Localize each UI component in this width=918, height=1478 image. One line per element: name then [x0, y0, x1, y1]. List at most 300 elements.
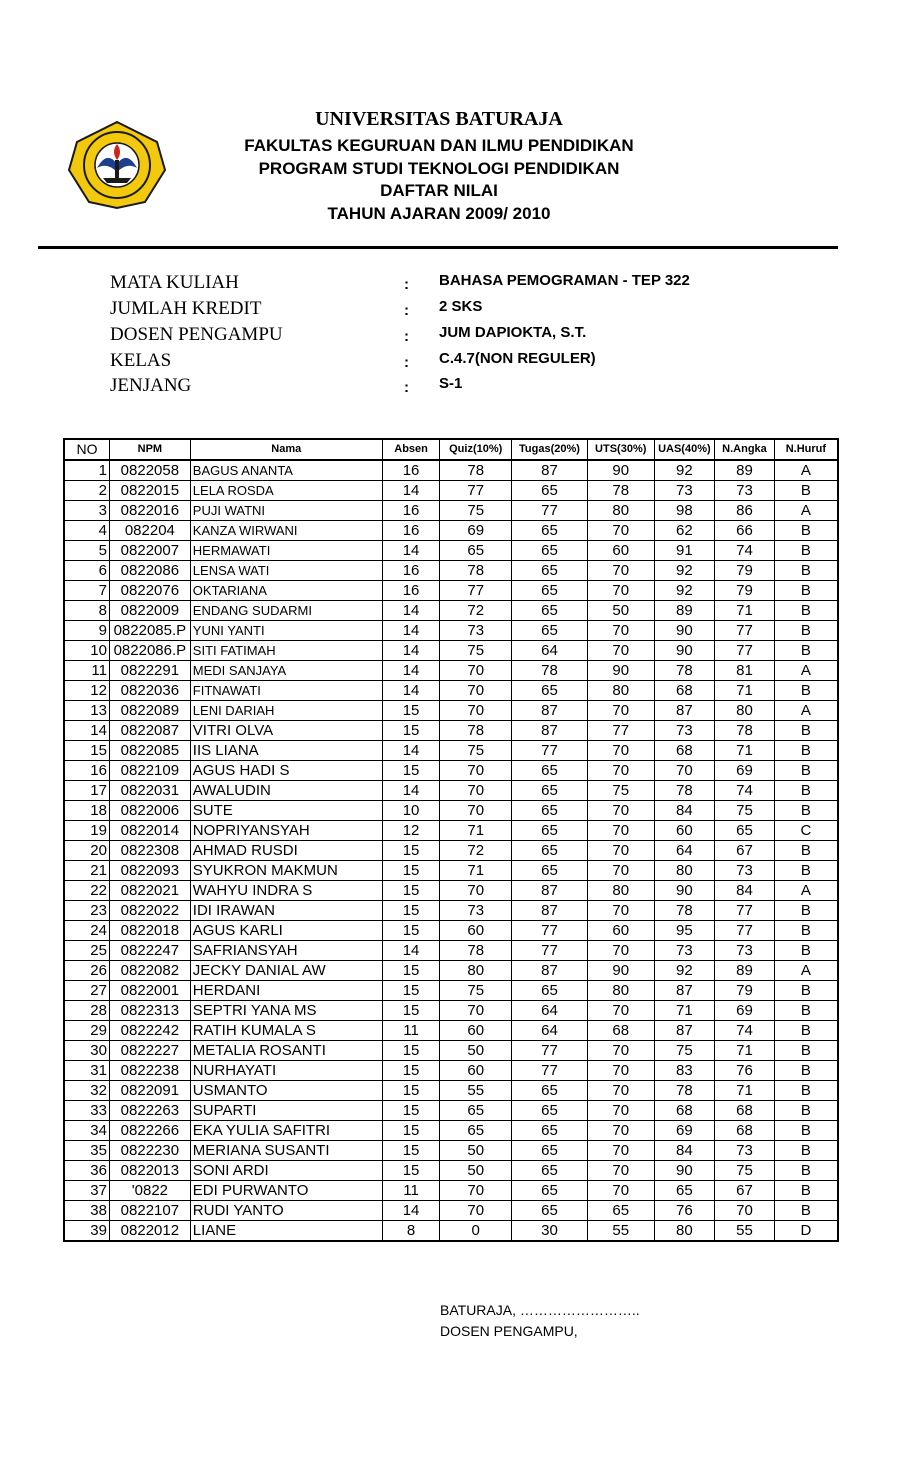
cell-tugas: 65: [512, 861, 588, 881]
cell-absen: 15: [382, 701, 440, 721]
cell-nangka: 66: [715, 521, 775, 541]
cell-tugas: 77: [512, 1041, 588, 1061]
info-colon: :: [404, 328, 409, 345]
cell-nhuruf: B: [774, 1061, 838, 1081]
cell-nhuruf: A: [774, 961, 838, 981]
cell-no: 9: [64, 621, 109, 641]
cell-nama: HERMAWATI: [190, 541, 382, 561]
cell-no: 13: [64, 701, 109, 721]
cell-nama: HERDANI: [190, 981, 382, 1001]
cell-npm: 0822085.P: [109, 621, 190, 641]
cell-tugas: 65: [512, 1181, 588, 1201]
cell-nhuruf: B: [774, 1041, 838, 1061]
cell-nama: AWALUDIN: [190, 781, 382, 801]
info-row-class: [0, 350, 918, 376]
cell-uas: 80: [654, 1221, 715, 1242]
cell-tugas: 87: [512, 901, 588, 921]
cell-no: 20: [64, 841, 109, 861]
cell-uts: 70: [587, 901, 654, 921]
table-row: [64, 581, 838, 601]
signature-title: DOSEN PENGAMPU,: [440, 1323, 578, 1339]
cell-uas: 73: [654, 721, 715, 741]
cell-nama: YUNI YANTI: [190, 621, 382, 641]
cell-nama: AHMAD RUSDI: [190, 841, 382, 861]
cell-nhuruf: B: [774, 561, 838, 581]
cell-uas: 95: [654, 921, 715, 941]
cell-absen: 15: [382, 1001, 440, 1021]
cell-no: 33: [64, 1101, 109, 1121]
cell-nhuruf: B: [774, 681, 838, 701]
info-value: JUM DAPIOKTA, S.T.: [439, 324, 587, 341]
table-row: [64, 1161, 838, 1181]
cell-tugas: 30: [512, 1221, 588, 1242]
cell-uts: 70: [587, 761, 654, 781]
table-row: [64, 641, 838, 661]
cell-npm: 0822085: [109, 741, 190, 761]
cell-quiz: 73: [440, 621, 512, 641]
cell-quiz: 70: [440, 1181, 512, 1201]
cell-nangka: 73: [715, 861, 775, 881]
cell-npm: 0822058: [109, 460, 190, 481]
cell-nama: AGUS HADI S: [190, 761, 382, 781]
cell-absen: 15: [382, 881, 440, 901]
info-row-lecturer: [0, 324, 918, 350]
cell-uts: 55: [587, 1221, 654, 1242]
cell-nangka: 77: [715, 621, 775, 641]
cell-nhuruf: B: [774, 521, 838, 541]
cell-nangka: 73: [715, 481, 775, 501]
cell-uas: 87: [654, 701, 715, 721]
cell-no: 27: [64, 981, 109, 1001]
cell-no: 34: [64, 1121, 109, 1141]
cell-absen: 16: [382, 501, 440, 521]
cell-nhuruf: B: [774, 1161, 838, 1181]
cell-uas: 75: [654, 1041, 715, 1061]
cell-no: 26: [64, 961, 109, 981]
cell-no: 39: [64, 1221, 109, 1242]
cell-quiz: 70: [440, 661, 512, 681]
cell-npm: 0822089: [109, 701, 190, 721]
cell-uas: 65: [654, 1181, 715, 1201]
cell-no: 19: [64, 821, 109, 841]
cell-uas: 78: [654, 661, 715, 681]
table-header-row: [64, 439, 838, 460]
cell-no: 38: [64, 1201, 109, 1221]
cell-quiz: 55: [440, 1081, 512, 1101]
cell-absen: 14: [382, 621, 440, 641]
cell-uas: 90: [654, 1161, 715, 1181]
cell-npm: 0822263: [109, 1101, 190, 1121]
cell-nangka: 80: [715, 701, 775, 721]
cell-quiz: 70: [440, 1201, 512, 1221]
cell-nama: LENI DARIAH: [190, 701, 382, 721]
cell-nangka: 77: [715, 901, 775, 921]
cell-nhuruf: B: [774, 1101, 838, 1121]
cell-no: 11: [64, 661, 109, 681]
info-label: DOSEN PENGAMPU: [110, 324, 283, 345]
cell-no: 31: [64, 1061, 109, 1081]
cell-npm: 0822238: [109, 1061, 190, 1081]
cell-absen: 14: [382, 661, 440, 681]
col-header-npm: NPM: [109, 439, 190, 460]
cell-nangka: 74: [715, 541, 775, 561]
cell-nama: JECKY DANIAL AW: [190, 961, 382, 981]
cell-nangka: 65: [715, 821, 775, 841]
cell-uts: 65: [587, 1201, 654, 1221]
cell-nhuruf: B: [774, 901, 838, 921]
table-row: [64, 721, 838, 741]
table-row: [64, 961, 838, 981]
cell-nama: PUJI WATNI: [190, 501, 382, 521]
col-header-uas: UAS(40%): [654, 439, 715, 460]
table-row: [64, 701, 838, 721]
table-row: [64, 761, 838, 781]
cell-quiz: 75: [440, 641, 512, 661]
program-name: PROGRAM STUDI TEKNOLOGI PENDIDIKAN: [258, 159, 620, 178]
cell-no: 6: [64, 561, 109, 581]
cell-uas: 92: [654, 961, 715, 981]
cell-nangka: 73: [715, 1141, 775, 1161]
cell-uts: 77: [587, 721, 654, 741]
cell-no: 37: [64, 1181, 109, 1201]
cell-nangka: 89: [715, 961, 775, 981]
cell-tugas: 65: [512, 1081, 588, 1101]
cell-nama: VITRI OLVA: [190, 721, 382, 741]
table-row: [64, 561, 838, 581]
cell-absen: 14: [382, 641, 440, 661]
cell-nhuruf: B: [774, 941, 838, 961]
table-row: [64, 921, 838, 941]
cell-nhuruf: B: [774, 1001, 838, 1021]
cell-quiz: 78: [440, 721, 512, 741]
cell-absen: 15: [382, 721, 440, 741]
cell-nangka: 86: [715, 501, 775, 521]
cell-nangka: 67: [715, 1181, 775, 1201]
cell-tugas: 87: [512, 881, 588, 901]
cell-uas: 92: [654, 581, 715, 601]
cell-uts: 70: [587, 581, 654, 601]
table-row: [64, 1101, 838, 1121]
cell-absen: 15: [382, 1041, 440, 1061]
cell-npm: 0822266: [109, 1121, 190, 1141]
cell-nhuruf: A: [774, 701, 838, 721]
table-row: [64, 941, 838, 961]
cell-uts: 70: [587, 1101, 654, 1121]
cell-nangka: 79: [715, 581, 775, 601]
cell-nama: WAHYU INDRA S: [190, 881, 382, 901]
cell-absen: 15: [382, 921, 440, 941]
cell-tugas: 64: [512, 1001, 588, 1021]
cell-absen: 11: [382, 1021, 440, 1041]
cell-no: 8: [64, 601, 109, 621]
cell-nama: IIS LIANA: [190, 741, 382, 761]
cell-quiz: 50: [440, 1041, 512, 1061]
cell-npm: 0822230: [109, 1141, 190, 1161]
cell-nama: MERIANA SUSANTI: [190, 1141, 382, 1161]
cell-quiz: 70: [440, 801, 512, 821]
cell-quiz: 80: [440, 961, 512, 981]
cell-nama: SEPTRI YANA MS: [190, 1001, 382, 1021]
cell-uts: 80: [587, 881, 654, 901]
cell-nangka: 79: [715, 561, 775, 581]
col-header-nangka: N.Angka: [715, 439, 775, 460]
col-header-tugas: Tugas(20%): [512, 439, 588, 460]
cell-absen: 15: [382, 841, 440, 861]
table-row: [64, 841, 838, 861]
table-row: [64, 601, 838, 621]
info-colon: :: [404, 276, 409, 293]
cell-nangka: 71: [715, 741, 775, 761]
info-row-course: [0, 272, 918, 298]
info-label: KELAS: [110, 350, 172, 371]
cell-tugas: 87: [512, 721, 588, 741]
cell-uts: 70: [587, 1141, 654, 1161]
col-header-nama: Nama: [190, 439, 382, 460]
cell-tugas: 65: [512, 561, 588, 581]
cell-quiz: 70: [440, 681, 512, 701]
cell-quiz: 72: [440, 841, 512, 861]
cell-npm: 0822308: [109, 841, 190, 861]
cell-nama: NURHAYATI: [190, 1061, 382, 1081]
cell-quiz: 70: [440, 701, 512, 721]
cell-uas: 91: [654, 541, 715, 561]
table-row: [64, 1141, 838, 1161]
cell-nama: IDI IRAWAN: [190, 901, 382, 921]
cell-absen: 14: [382, 781, 440, 801]
cell-quiz: 71: [440, 861, 512, 881]
cell-uts: 70: [587, 1041, 654, 1061]
cell-nangka: 78: [715, 721, 775, 741]
cell-absen: 16: [382, 521, 440, 541]
cell-nhuruf: B: [774, 1201, 838, 1221]
table-row: [64, 1021, 838, 1041]
cell-nama: BAGUS ANANTA: [190, 460, 382, 481]
cell-nhuruf: B: [774, 981, 838, 1001]
cell-nangka: 55: [715, 1221, 775, 1242]
cell-uas: 68: [654, 681, 715, 701]
cell-npm: 0822086: [109, 561, 190, 581]
cell-quiz: 65: [440, 1121, 512, 1141]
cell-npm: 0822082: [109, 961, 190, 981]
cell-nangka: 68: [715, 1101, 775, 1121]
cell-uts: 70: [587, 1061, 654, 1081]
cell-nhuruf: B: [774, 481, 838, 501]
cell-absen: 15: [382, 961, 440, 981]
cell-absen: 15: [382, 1101, 440, 1121]
cell-quiz: 78: [440, 460, 512, 481]
cell-quiz: 60: [440, 1021, 512, 1041]
col-header-quiz: Quiz(10%): [440, 439, 512, 460]
cell-nama: SYUKRON MAKMUN: [190, 861, 382, 881]
cell-no: 12: [64, 681, 109, 701]
cell-npm: 0822013: [109, 1161, 190, 1181]
cell-uts: 60: [587, 921, 654, 941]
table-row: [64, 981, 838, 1001]
cell-quiz: 65: [440, 1101, 512, 1121]
cell-no: 4: [64, 521, 109, 541]
cell-absen: 15: [382, 981, 440, 1001]
cell-no: 32: [64, 1081, 109, 1101]
cell-tugas: 65: [512, 601, 588, 621]
cell-no: 28: [64, 1001, 109, 1021]
cell-nangka: 73: [715, 941, 775, 961]
cell-nangka: 71: [715, 681, 775, 701]
cell-uas: 83: [654, 1061, 715, 1081]
cell-nangka: 89: [715, 460, 775, 481]
cell-uas: 68: [654, 1101, 715, 1121]
table-row: [64, 881, 838, 901]
cell-uts: 68: [587, 1021, 654, 1041]
cell-tugas: 65: [512, 841, 588, 861]
cell-nangka: 77: [715, 641, 775, 661]
cell-npm: 0822012: [109, 1221, 190, 1242]
cell-uts: 70: [587, 1181, 654, 1201]
cell-absen: 16: [382, 460, 440, 481]
cell-quiz: 69: [440, 521, 512, 541]
cell-npm: 0822006: [109, 801, 190, 821]
cell-quiz: 77: [440, 481, 512, 501]
cell-nhuruf: B: [774, 1081, 838, 1101]
signature-place-date: BATURAJA, ……………………..: [440, 1302, 640, 1318]
cell-quiz: 70: [440, 761, 512, 781]
cell-absen: 14: [382, 481, 440, 501]
cell-npm: 0822009: [109, 601, 190, 621]
cell-quiz: 70: [440, 1001, 512, 1021]
cell-uas: 80: [654, 861, 715, 881]
cell-nhuruf: A: [774, 881, 838, 901]
cell-uts: 70: [587, 521, 654, 541]
cell-tugas: 77: [512, 941, 588, 961]
cell-nangka: 77: [715, 921, 775, 941]
cell-nama: SITI FATIMAH: [190, 641, 382, 661]
cell-nangka: 84: [715, 881, 775, 901]
cell-npm: 0822036: [109, 681, 190, 701]
cell-uts: 70: [587, 701, 654, 721]
cell-nhuruf: B: [774, 1121, 838, 1141]
cell-uas: 73: [654, 941, 715, 961]
cell-uts: 70: [587, 821, 654, 841]
info-colon: :: [404, 379, 409, 396]
cell-nangka: 74: [715, 781, 775, 801]
cell-nama: AGUS KARLI: [190, 921, 382, 941]
cell-uts: 70: [587, 621, 654, 641]
cell-nama: OKTARIANA: [190, 581, 382, 601]
cell-quiz: 73: [440, 901, 512, 921]
cell-tugas: 64: [512, 1021, 588, 1041]
academic-year: TAHUN AJARAN 2009/ 2010: [327, 204, 551, 223]
cell-npm: 0822007: [109, 541, 190, 561]
cell-tugas: 65: [512, 681, 588, 701]
cell-nama: LELA ROSDA: [190, 481, 382, 501]
cell-absen: 15: [382, 901, 440, 921]
cell-nangka: 79: [715, 981, 775, 1001]
cell-quiz: 70: [440, 781, 512, 801]
cell-npm: 0822031: [109, 781, 190, 801]
cell-tugas: 77: [512, 741, 588, 761]
cell-nama: LENSA WATI: [190, 561, 382, 581]
cell-nangka: 74: [715, 1021, 775, 1041]
info-value: C.4.7(NON REGULER): [439, 350, 596, 367]
info-row-credits: [0, 298, 918, 324]
cell-uas: 64: [654, 841, 715, 861]
cell-quiz: 78: [440, 561, 512, 581]
cell-tugas: 65: [512, 541, 588, 561]
cell-nangka: 76: [715, 1061, 775, 1081]
grades-table-body: [64, 460, 838, 1241]
cell-no: 7: [64, 581, 109, 601]
table-row: [64, 541, 838, 561]
cell-no: 21: [64, 861, 109, 881]
cell-quiz: 72: [440, 601, 512, 621]
cell-nama: EKA YULIA SAFITRI: [190, 1121, 382, 1141]
cell-uts: 70: [587, 561, 654, 581]
cell-absen: 8: [382, 1221, 440, 1242]
cell-tugas: 65: [512, 621, 588, 641]
cell-npm: 0822291: [109, 661, 190, 681]
table-row: [64, 661, 838, 681]
cell-uas: 84: [654, 801, 715, 821]
cell-npm: '0822: [109, 1181, 190, 1201]
cell-absen: 11: [382, 1181, 440, 1201]
cell-tugas: 87: [512, 460, 588, 481]
cell-tugas: 65: [512, 1121, 588, 1141]
cell-nangka: 71: [715, 1041, 775, 1061]
cell-nhuruf: A: [774, 661, 838, 681]
table-row: [64, 481, 838, 501]
info-row-level: [0, 375, 918, 401]
cell-quiz: 70: [440, 881, 512, 901]
cell-nangka: 75: [715, 801, 775, 821]
cell-nhuruf: B: [774, 781, 838, 801]
header-divider: [38, 246, 838, 249]
cell-no: 10: [64, 641, 109, 661]
cell-nangka: 71: [715, 601, 775, 621]
table-row: [64, 681, 838, 701]
cell-npm: 0822016: [109, 501, 190, 521]
info-colon: :: [404, 302, 409, 319]
cell-nhuruf: D: [774, 1221, 838, 1242]
cell-nhuruf: B: [774, 581, 838, 601]
table-row: [64, 1041, 838, 1061]
cell-absen: 14: [382, 601, 440, 621]
cell-tugas: 78: [512, 661, 588, 681]
cell-uas: 69: [654, 1121, 715, 1141]
cell-quiz: 60: [440, 1061, 512, 1081]
cell-absen: 15: [382, 1161, 440, 1181]
cell-nama: LIANE: [190, 1221, 382, 1242]
cell-uas: 73: [654, 481, 715, 501]
cell-quiz: 75: [440, 501, 512, 521]
cell-nhuruf: B: [774, 921, 838, 941]
cell-nangka: 71: [715, 1081, 775, 1101]
cell-nhuruf: B: [774, 721, 838, 741]
cell-uts: 70: [587, 841, 654, 861]
table-row: [64, 621, 838, 641]
info-label: JENJANG: [110, 375, 192, 396]
cell-nama: METALIA ROSANTI: [190, 1041, 382, 1061]
cell-no: 23: [64, 901, 109, 921]
info-label: JUMLAH KREDIT: [110, 298, 262, 319]
cell-tugas: 64: [512, 641, 588, 661]
cell-uts: 80: [587, 681, 654, 701]
cell-uas: 90: [654, 641, 715, 661]
cell-npm: 0822247: [109, 941, 190, 961]
info-value: 2 SKS: [439, 298, 483, 315]
cell-tugas: 65: [512, 781, 588, 801]
cell-absen: 15: [382, 1121, 440, 1141]
cell-quiz: 60: [440, 921, 512, 941]
info-value: S-1: [439, 375, 463, 392]
